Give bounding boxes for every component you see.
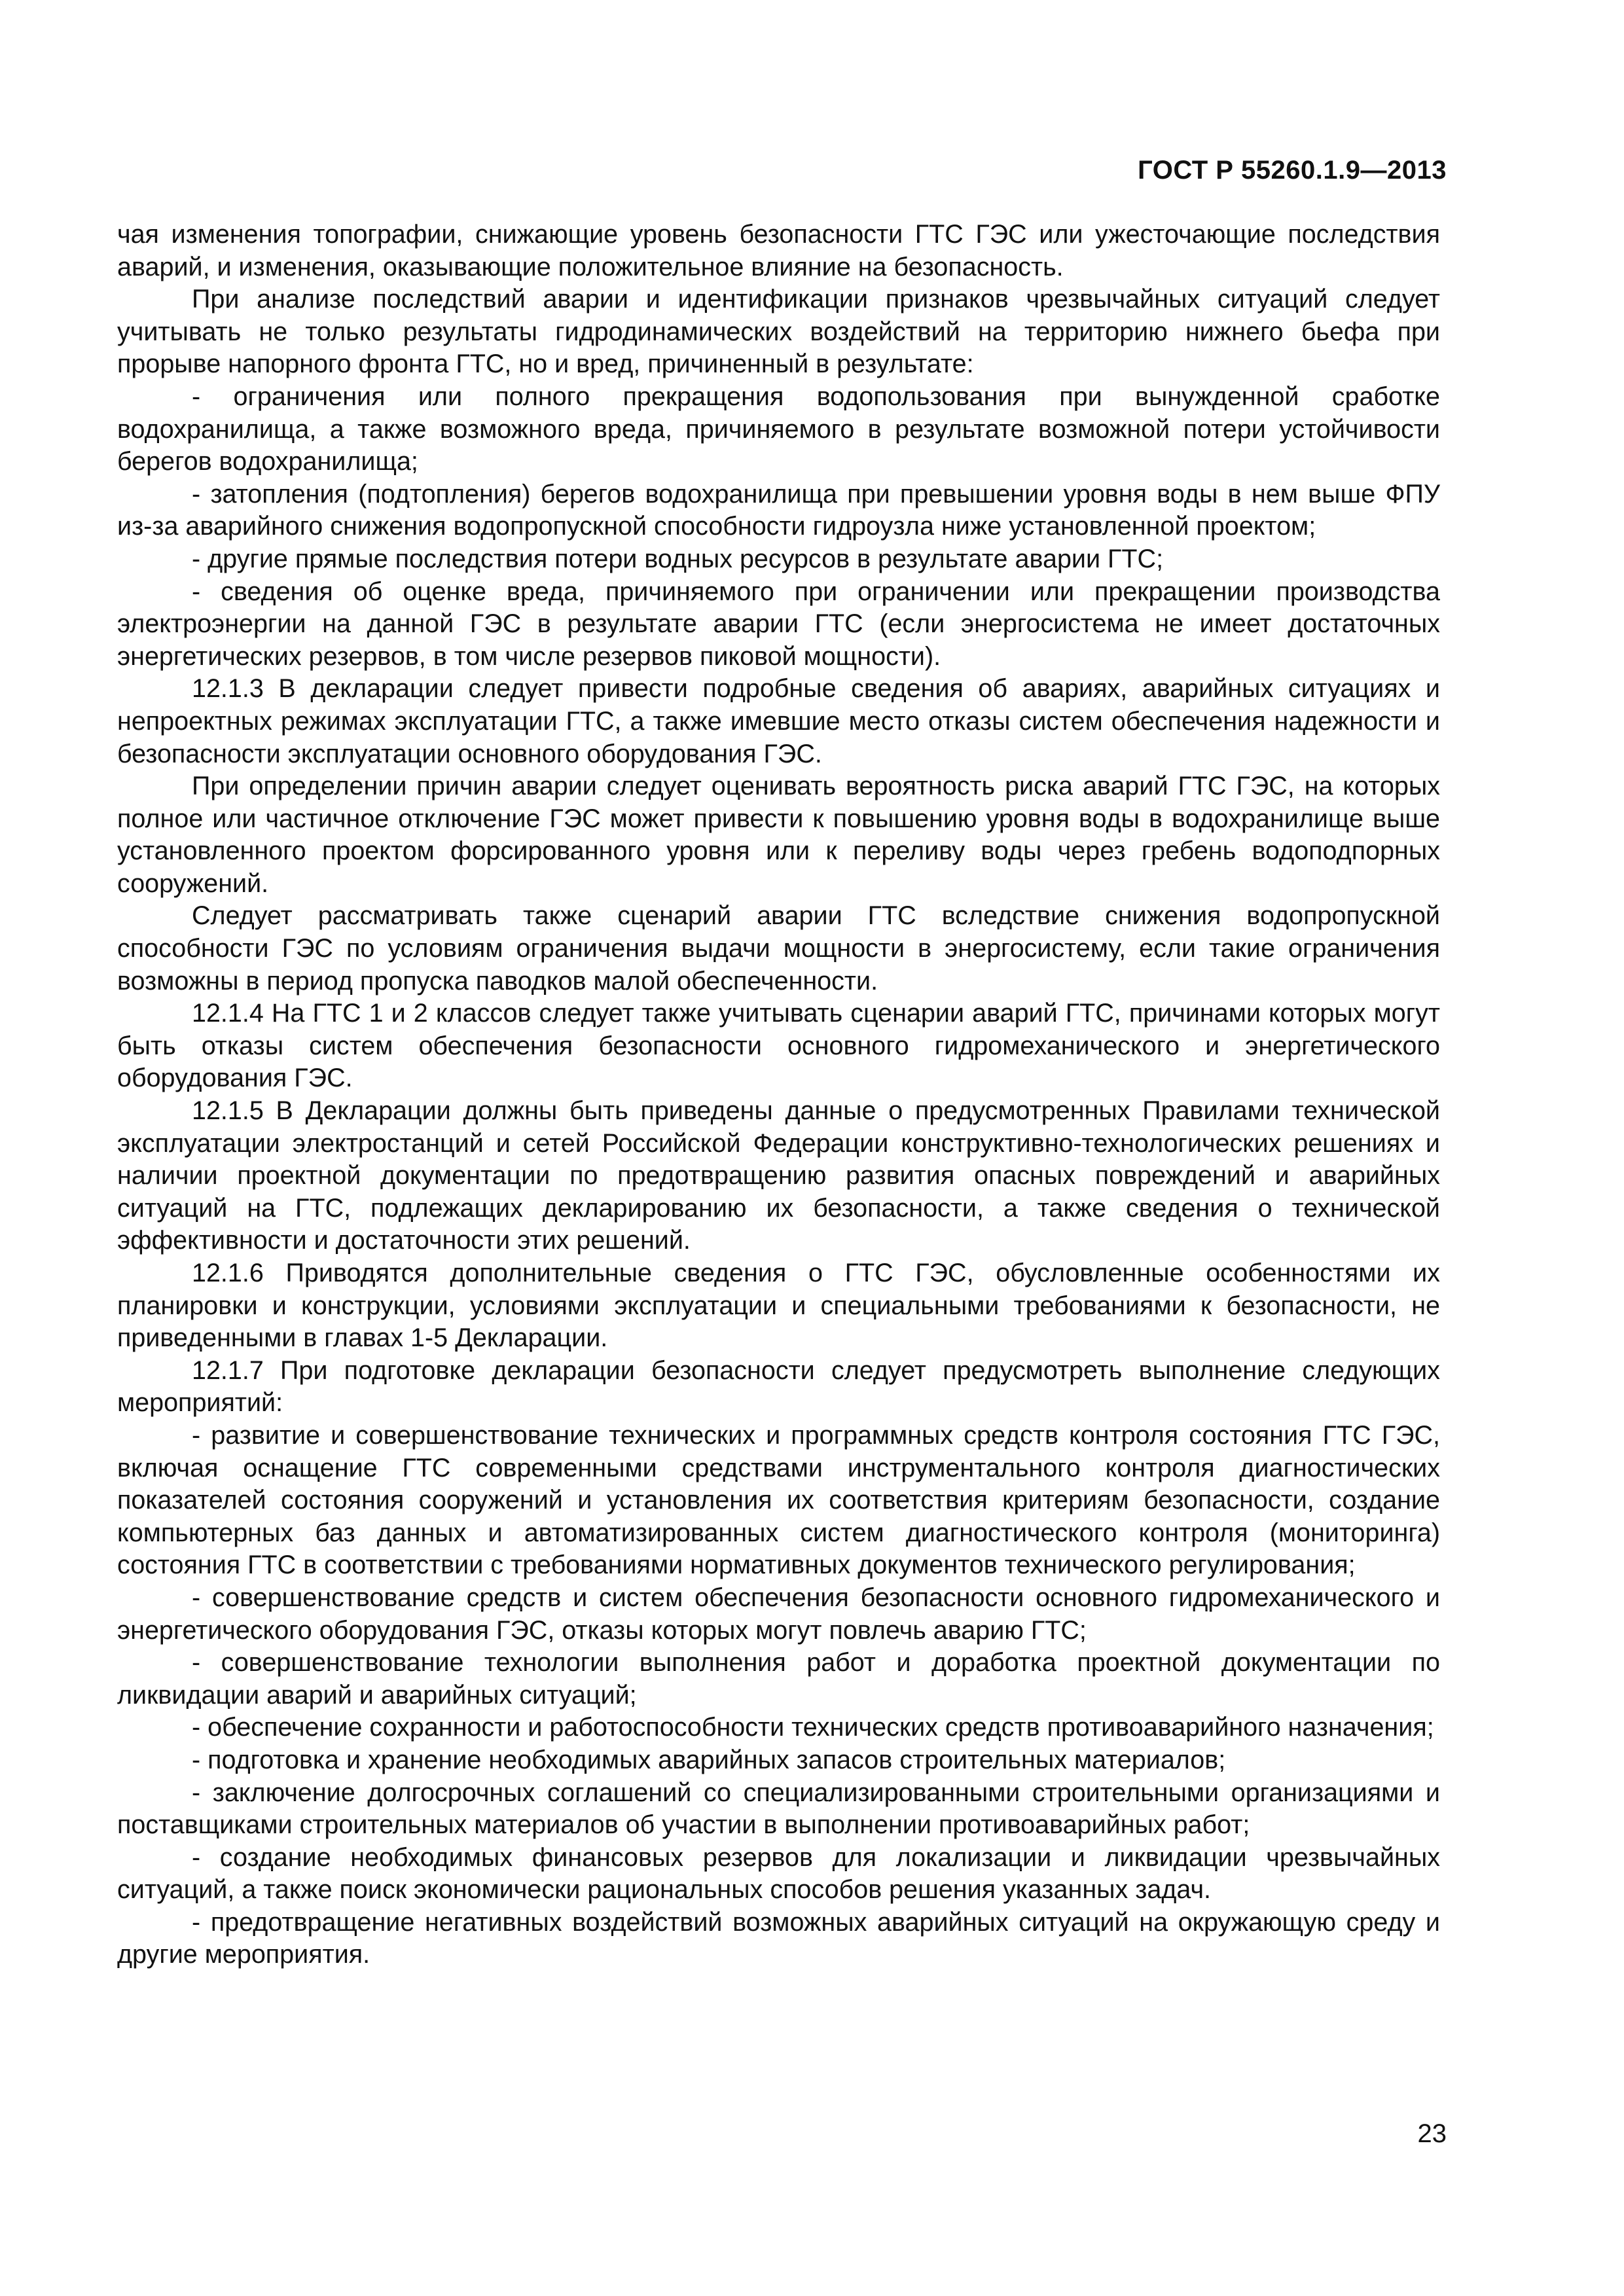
paragraph: При анализе последствий аварии и идентификации признаков чрезвычайных ситуаций следует учитывать не только результаты гидродинамических воздействий на территорию нижнего бьефа при прорыве напорного фронта ГТС, но и вред, причиненный в результате: bbox=[117, 285, 1440, 379]
clause-12-1-5: 12.1.5 В Декларации должны быть приведены данные о предусмотренных Правилами технической эксплуатации электростанций и сетей Российской Федерации конструктивно-технологических решениях и наличии проектной документации по предотвращению развития опасных повреждений и аварийных ситуаций на ГТС, подлежащих декларированию их безопасности, а также сведения о технической эффективности и достаточности этих решений. bbox=[117, 1096, 1440, 1255]
list-item: - затопления (подтопления) берегов водохранилища при превышении уровня воды в нем выше ФПУ из-за аварийного снижения водопропускной способности гидроузла ниже установленной проектом; bbox=[117, 479, 1440, 541]
paragraph: чая изменения топографии, снижающие уровень безопасности ГТС ГЭС или ужесточающие последствия аварий, и изменения, оказывающие положительное влияние на безопасность. bbox=[117, 220, 1440, 281]
list-item: - совершенствование средств и систем обеспечения безопасности основного гидромеханического и энергетического оборудования ГЭС, отказы которых могут повлечь аварию ГТС; bbox=[117, 1583, 1440, 1645]
list-item: - развитие и совершенствование технических и программных средств контроля состояния ГТС ГЭС, включая оснащение ГТС современными средствами инструментального контроля диагностических показателей состояния сооружений и установления их соответствия критериям безопасности, создание компьютерных баз данных и автоматизированных систем диагностического контроля (мониторинга) состояния ГТС в соответствии с требованиями нормативных документов технического регулирования; bbox=[117, 1420, 1440, 1580]
list-item: - создание необходимых финансовых резервов для локализации и ликвидации чрезвычайных ситуаций, а также поиск экономически рациональных способов решения указанных задач. bbox=[117, 1842, 1440, 1905]
page-number: 23 bbox=[1417, 2119, 1447, 2148]
list-item: - ограничения или полного прекращения водопользования при вынужденной сработке водохранилища, а также возможного вреда, причиняемого в результате возможной потери устойчивости берегов водохранилища; bbox=[117, 382, 1440, 476]
document-body bbox=[117, 219, 1440, 1971]
list-item: - совершенствование технологии выполнения работ и доработка проектной документации по ликвидации аварий и аварийных ситуаций; bbox=[117, 1648, 1440, 1710]
clause-12-1-3: 12.1.3 В декларации следует привести подробные сведения об авариях, аварийных ситуациях и непроектных режимах эксплуатации ГТС, а также имевшие место отказы систем обеспечения надежности и безопасности эксплуатации основного оборудования ГЭС. bbox=[117, 674, 1440, 768]
list-item: - заключение долгосрочных соглашений со специализированными строительными организациями и поставщиками строительных материалов об участии в выполнении противоаварийных работ; bbox=[117, 1778, 1440, 1840]
clause-12-1-6: 12.1.6 Приводятся дополнительные сведения о ГТС ГЭС, обусловленные особенностями их планировки и конструкции, условиями эксплуатации и специальными требованиями к безопасности, не приведенными в главах 1-5 Декларации. bbox=[117, 1259, 1440, 1353]
paragraph: При определении причин аварии следует оценивать вероятность риска аварий ГТС ГЭС, на которых полное или частичное отключение ГЭС может привести к повышению уровня воды в водохранилище выше установленного проектом форсированного уровня или к переливу воды через гребень водоподпорных сооружений. bbox=[117, 772, 1440, 898]
list-item: - предотвращение негативных воздействий возможных аварийных ситуаций на окружающую среду и другие мероприятия. bbox=[117, 1907, 1440, 1969]
list-item: - сведения об оценке вреда, причиняемого при ограничении или прекращении производства электроэнергии на данной ГЭС в результате аварии ГТС (если энергосистема не имеет достаточных энергетических резервов, в том числе резервов пиковой мощности). bbox=[117, 577, 1440, 671]
clause-12-1-7: 12.1.7 При подготовке декларации безопасности следует предусмотреть выполнение следующих мероприятий: bbox=[117, 1355, 1440, 1418]
list-item: - обеспечение сохранности и работоспособности технических средств противоаварийного назначения; bbox=[192, 1713, 1434, 1742]
list-item: - подготовка и хранение необходимых аварийных запасов строительных материалов; bbox=[192, 1745, 1226, 1774]
paragraph: Следует рассматривать также сценарий аварии ГТС вследствие снижения водопропускной способности ГЭС по условиям ограничения выдачи мощности в энергосистему, если такие ограничения возможны в период пропуска паводков малой обеспеченности. bbox=[117, 901, 1440, 996]
clause-12-1-4: 12.1.4 На ГТС 1 и 2 классов следует также учитывать сценарии аварий ГТС, причинами которых могут быть отказы систем обеспечения безопасности основного гидромеханического и энергетического оборудования ГЭС. bbox=[117, 999, 1440, 1093]
document-standard-id: ГОСТ Р 55260.1.9—2013 bbox=[1138, 156, 1447, 185]
list-item: - другие прямые последствия потери водных ресурсов в результате аварии ГТС; bbox=[192, 544, 1164, 573]
